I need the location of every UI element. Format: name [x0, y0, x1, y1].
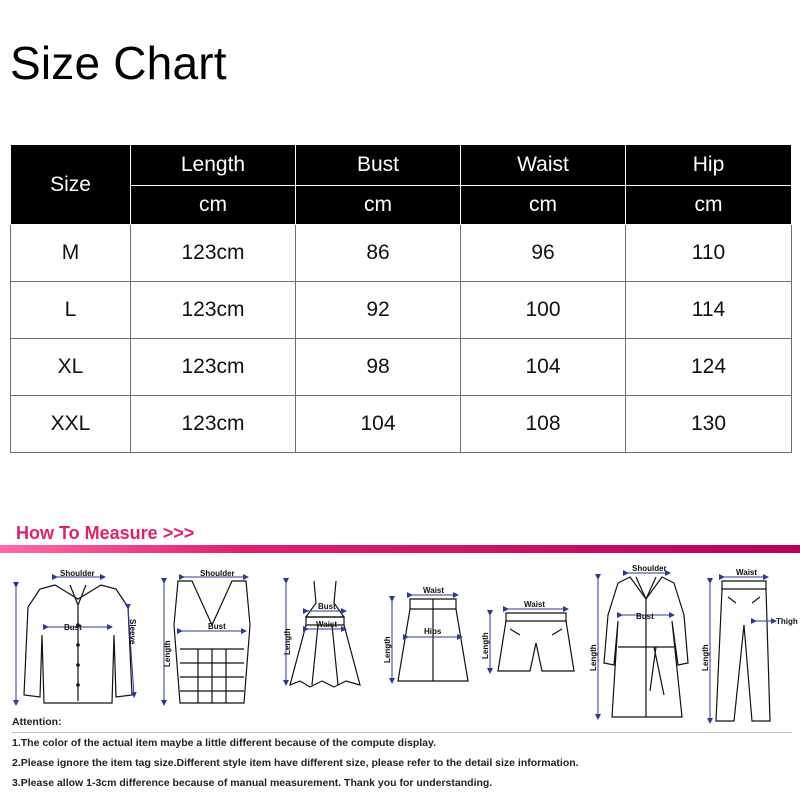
cell-length: 123cm — [131, 282, 296, 339]
cell-bust: 86 — [296, 225, 461, 282]
figure-label: Hips — [424, 627, 442, 636]
attention-notes — [12, 716, 792, 797]
cell-length: 123cm — [131, 225, 296, 282]
figure-label: Length — [589, 644, 598, 671]
header-hip: Hip — [626, 145, 792, 186]
figure-label: Bust — [208, 622, 226, 631]
shorts-icon — [498, 613, 574, 671]
unit-waist: cm — [461, 186, 626, 225]
figure-label: Bust — [64, 623, 82, 632]
tank-top-icon — [174, 581, 250, 703]
figure-label: Waist — [736, 568, 758, 577]
cell-length: 123cm — [131, 396, 296, 453]
figure-label: Sleeve — [128, 619, 137, 645]
figure-label: Shoulder — [200, 569, 235, 578]
figure-label: Shoulder — [60, 569, 95, 578]
figure-label: Waist — [316, 620, 338, 629]
pants-icon — [716, 581, 770, 721]
table-row — [11, 282, 792, 339]
heading-divider-bar — [0, 545, 800, 553]
cell-size: L — [11, 282, 131, 339]
figure-label: Length — [163, 640, 172, 667]
figure-label: Waist — [423, 586, 445, 595]
shirt-icon — [24, 585, 132, 703]
cell-bust: 98 — [296, 339, 461, 396]
cell-waist: 108 — [461, 396, 626, 453]
cell-size: XL — [11, 339, 131, 396]
cell-hip: 110 — [626, 225, 792, 282]
figure-label: Shoulder — [632, 564, 667, 573]
coat-icon — [604, 577, 688, 717]
cell-hip: 114 — [626, 282, 792, 339]
skirt-icon — [398, 599, 468, 681]
cell-hip: 130 — [626, 396, 792, 453]
figure-label: Length — [701, 644, 710, 671]
table-row — [11, 225, 792, 282]
figure-label: Bust — [318, 602, 336, 611]
dress-icon — [290, 581, 360, 687]
figure-label: Thigh — [776, 617, 798, 626]
unit-bust: cm — [296, 186, 461, 225]
cell-hip: 124 — [626, 339, 792, 396]
figure-label: Length — [383, 636, 392, 663]
table-row — [11, 396, 792, 453]
attention-heading: Attention: — [12, 716, 62, 728]
cell-waist: 96 — [461, 225, 626, 282]
unit-length: cm — [131, 186, 296, 225]
attention-line: 1.The color of the actual item maybe a little different because of the compute display. — [12, 737, 436, 749]
cell-waist: 104 — [461, 339, 626, 396]
header-bust: Bust — [296, 145, 461, 186]
cell-size: XXL — [11, 396, 131, 453]
cell-length: 123cm — [131, 339, 296, 396]
measurement-illustrations — [0, 555, 800, 730]
size-chart-table — [10, 144, 792, 453]
table-header-row — [11, 145, 792, 186]
table-row — [11, 339, 792, 396]
figure-label: Length — [283, 628, 292, 655]
header-length: Length — [131, 145, 296, 186]
page-title: Size Chart — [10, 37, 227, 89]
attention-line: 3.Please allow 1-3cm difference because of manual measurement. Thank you for understanding. — [12, 777, 493, 789]
figure-label: Waist — [524, 600, 546, 609]
cell-waist: 100 — [461, 282, 626, 339]
how-to-measure-heading: How To Measure >>> — [16, 523, 195, 543]
figure-label: Length — [481, 632, 490, 659]
cell-bust: 104 — [296, 396, 461, 453]
attention-line: 2.Please ignore the item tag size.Different style item have different size, please refer to the detail size information. — [12, 757, 579, 769]
measurement-figures — [0, 555, 800, 730]
header-waist: Waist — [461, 145, 626, 186]
figure-label: Bust — [636, 612, 654, 621]
header-size: Size — [11, 145, 131, 225]
cell-size: M — [11, 225, 131, 282]
unit-hip: cm — [626, 186, 792, 225]
attention-divider — [12, 732, 792, 733]
cell-bust: 92 — [296, 282, 461, 339]
